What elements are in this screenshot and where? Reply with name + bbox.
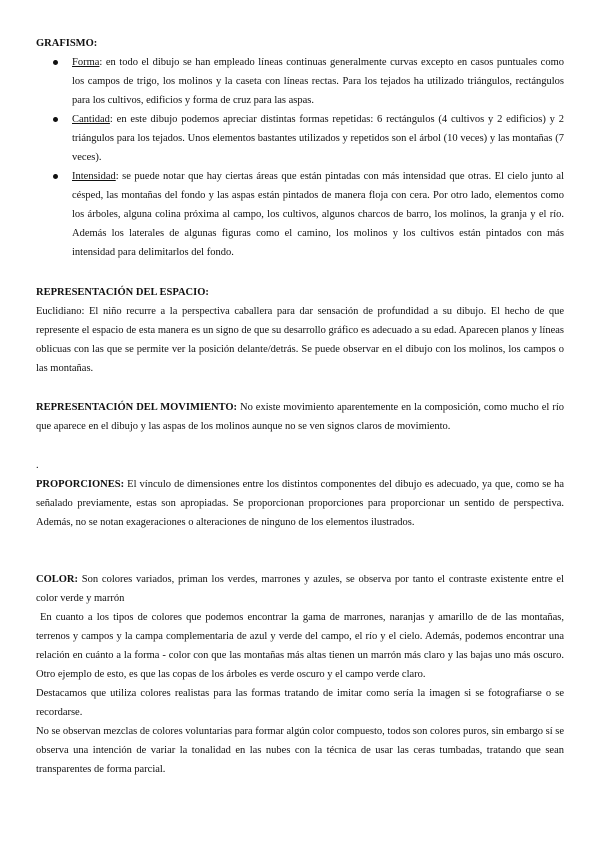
section-color bbox=[36, 570, 564, 779]
espacio-paragraph: Euclidiano: El niño recurre a la perspectiva caballera para dar sensación de profundidad a su dibujo. El hecho de que represente el espacio de esta manera es un signo de que su desarrollo gráfico es adecuado a su edad. Aparecen planos y líneas oblicuas con las que se permite ver la posición delante/detrás. Se puede observar en el dibujo con los molinos, los campos o las montañas. bbox=[36, 306, 564, 374]
proporciones-text: El vínculo de dimensiones entre los distintos componentes del dibujo es adecuado, ya que, como se ha señalado previamente, estas son apropiadas. Se proporcionan proporciones para proporcionar un sentido de perspectiva. Además, no se notan exageraciones o alteraciones de ninguno de los elementos ilustrados. bbox=[36, 479, 564, 528]
text-forma: : en todo el dibujo se han empleado líneas continuas generalmente curvas excepto en casos puntuales como los campos de trigo, los molinos y la caseta con líneas rectas. Para los tejados ha utilizado triángulos, rectángulos para los cultivos, edificios y forma de cruz para las aspas. bbox=[72, 57, 564, 106]
separator-dot bbox=[36, 456, 564, 475]
grafismo-list bbox=[36, 53, 564, 262]
list-item-intensidad bbox=[36, 167, 564, 262]
separator-text: . bbox=[36, 460, 39, 471]
section-espacio bbox=[36, 283, 564, 378]
bullet-icon bbox=[53, 117, 58, 122]
movimiento-text: No existe movimiento aparentemente en la composición, como mucho el río que aparece en el dibujo y las aspas de los molinos aunque no se ven signos claros de movimiento. bbox=[36, 402, 564, 432]
color-paragraph: No se observan mezclas de colores voluntarias para formar algún color compuesto, todos son colores puros, sin embargo sí se observa una intención de variar la tonalidad en las nubes con la técnica de usar las ceras tumbadas, tratando que sean transparentes de forma parcial. bbox=[36, 726, 564, 775]
section-grafismo bbox=[36, 34, 564, 262]
movimiento-heading: REPRESENTACIÓN DEL MOVIMIENTO: bbox=[36, 402, 238, 413]
text-cantidad: : en este dibujo podemos apreciar distintas formas repetidas: 6 rectángulos (4 cultivos y 2 edificios) y 2 triángulos para los tejados. Unos elementos bastantes utilizados y repetidos son el árbol (10 veces) y las montañas (7 veces). bbox=[72, 114, 564, 163]
proporciones-paragraph bbox=[36, 475, 564, 532]
section-proporciones bbox=[36, 475, 564, 532]
color-heading: COLOR: bbox=[36, 574, 78, 585]
list-item-forma bbox=[36, 53, 564, 110]
grafismo-heading: GRAFISMO: bbox=[36, 38, 98, 49]
espacio-heading: REPRESENTACIÓN DEL ESPACIO: bbox=[36, 287, 209, 298]
color-paragraph: En cuanto a los tipos de colores que podemos encontrar la gama de marrones, naranjas y amarillo de de las montañas, terrenos y campos y la campa complementaria de azul y verde del campo, el río y el cielo. Además, podemos encontrar una relación en cuánto a la forma - color con que las montañas más altas tienen un marrón más claro y las bajas uno más oscuro. Otro ejemplo de esto, es que las copas de los árboles es verde oscuro y el campo verde claro. bbox=[36, 612, 564, 680]
section-movimiento bbox=[36, 398, 564, 436]
bullet-icon bbox=[53, 60, 58, 65]
term-forma: Forma bbox=[72, 57, 100, 68]
term-cantidad: Cantidad bbox=[72, 114, 110, 125]
term-intensidad: Intensidad bbox=[72, 171, 116, 182]
bullet-icon bbox=[53, 174, 58, 179]
text-intensidad: : se puede notar que hay ciertas áreas que están pintadas con más intensidad que otras. El cielo junto al césped, las montañas del fondo y las aspas están pintados de manera floja con cera. Por otro lado, elementos como los árboles, alguna colina próxima al campo, los cultivos, algunos charcos de barro, los molinos, la granja y el río. Además los laterales de algunas figuras como el camino, los molinos y los cultivos están pintados con más intensidad para delimitarlos del fondo. bbox=[72, 171, 564, 258]
color-intro-text: Son colores variados, priman los verdes, marrones y azules, se observa por tanto el contraste existente entre el color verde y marrón bbox=[36, 574, 564, 604]
proporciones-heading: PROPORCIONES: bbox=[36, 479, 125, 490]
list-item-cantidad bbox=[36, 110, 564, 167]
movimiento-paragraph bbox=[36, 398, 564, 436]
color-intro-paragraph bbox=[36, 570, 564, 608]
color-paragraph: Destacamos que utiliza colores realistas para las formas tratando de imitar como sería la imagen si se fotografiarse o se recordarse. bbox=[36, 688, 564, 718]
